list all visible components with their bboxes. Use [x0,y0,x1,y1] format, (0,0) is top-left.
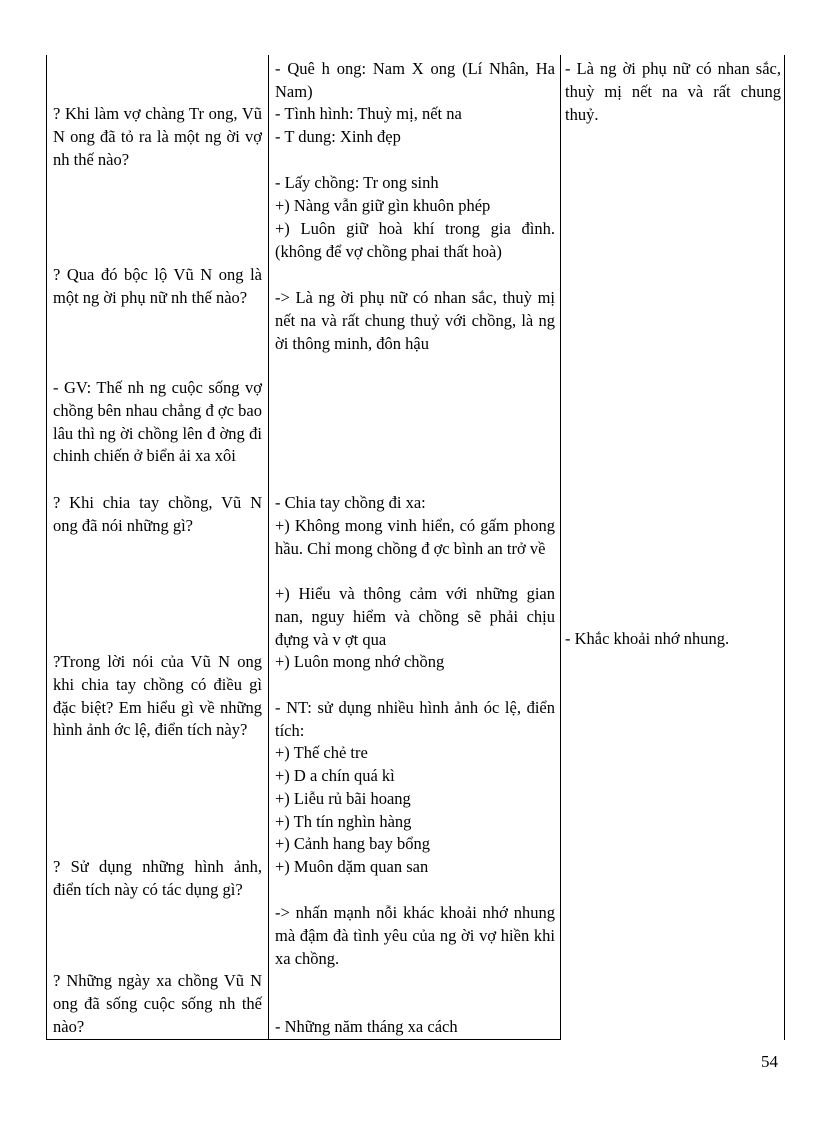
page-number: 54 [761,1052,778,1071]
content-years-apart: - Những năm tháng xa cách [275,1017,458,1036]
content-farewell: - Chia tay chồng đi xa: [275,493,426,512]
column-divider-1 [268,55,269,1040]
table-border-right [784,55,785,1040]
content-family-harmony: +) Luôn giữ hoà khí trong gia đình. (không để vợ chồng phai thất hoà) [275,219,555,261]
content-marriage: - Lấy chồng: Tr ong sinh [275,173,439,192]
content-understands-hardship: +) Hiểu và thông cảm với những gian nan, nguy hiểm và chồng sẽ phải chịu đựng và v ợt qua [275,584,555,649]
content-keeps-propriety: +) Nàng vẫn giữ gìn khuôn phép [275,196,491,215]
content-wish-safe-return: +) Không mong vinh hiển, có gấm phong hầu. Chỉ mong chồng đ ợc bình an trở về [275,516,555,558]
question-farewell-words: ? Khi chia tay chồng, Vũ N ong đã nói những gì? [53,493,262,535]
content-effect-conclusion: -> nhấn mạnh nỗi khác khoải nhớ nhung mà đậm đà tình yêu của ng ời vợ hiền khi xa chồng. [275,903,555,968]
content-image-item: +) Thế chẻ tre [275,743,368,762]
question-column [53,55,262,1040]
content-column [275,55,555,1040]
question-effect-of-images: ? Sử dụng những hình ảnh, điển tích này có tác dụng gì? [53,857,262,899]
column-divider-2 [560,55,561,1040]
content-image-item: +) Cảnh hang bay bổng [275,834,431,853]
question-special-features: ?Trong lời nói của Vũ N ong khi chia tay chồng có điều gì đặc biệt? Em hiểu gì về những hình ảnh ớc lệ, điển tích này? [53,652,262,740]
teacher-transition-note: - GV: Thế nh ng cuộc sống vợ chồng bên nhau chẳng đ ợc bao lâu thì ng ời chồng lên đ ờng đi chinh chiến ở biển ải xa xôi [53,378,262,466]
summary-column [565,55,781,1040]
table-border-left [46,55,47,1040]
summary-character: - Là ng ời phụ nữ có nhan sắc, thuỳ mị nết na và rất chung thuỷ. [565,59,781,124]
content-hometown: - Quê h ong: Nam X ong (Lí Nhân, Ha Nam) [275,59,555,101]
content-character-conclusion: -> Là ng ời phụ nữ có nhan sắc, thuỳ mị nết na và rất chung thuỷ với chồng, là ng ời thông minh, đôn hậu [275,288,555,353]
content-temperament: - Tình hình: Thuỳ mị, nết na [275,104,462,123]
content-image-item: +) D a chín quá kì [275,766,395,785]
content-image-item: +) Th tín nghìn hàng [275,812,412,831]
summary-longing: - Khắc khoải nhớ nhung. [565,629,730,648]
question-character-revealed: ? Qua đó bộc lộ Vũ N ong là một ng ời phụ nữ nh thế nào? [53,265,262,307]
question-role-as-wife: ? Khi làm vợ chàng Tr ong, Vũ N ong đã tỏ ra là một ng ời vợ nh thế nào? [53,104,262,169]
question-life-apart: ? Những ngày xa chồng Vũ N ong đã sống cuộc sống nh thế nào? [53,971,262,1036]
lesson-table [46,55,786,1040]
content-appearance: - T dung: Xinh đẹp [275,127,401,146]
content-always-missing: +) Luôn mong nhớ chồng [275,652,445,671]
content-artistic-devices: - NT: sử dụng nhiều hình ảnh óc lệ, điển tích: [275,698,555,740]
content-image-item: +) Muôn dặm quan san [275,857,429,876]
content-image-item: +) Liễu rủ bãi hoang [275,789,411,808]
